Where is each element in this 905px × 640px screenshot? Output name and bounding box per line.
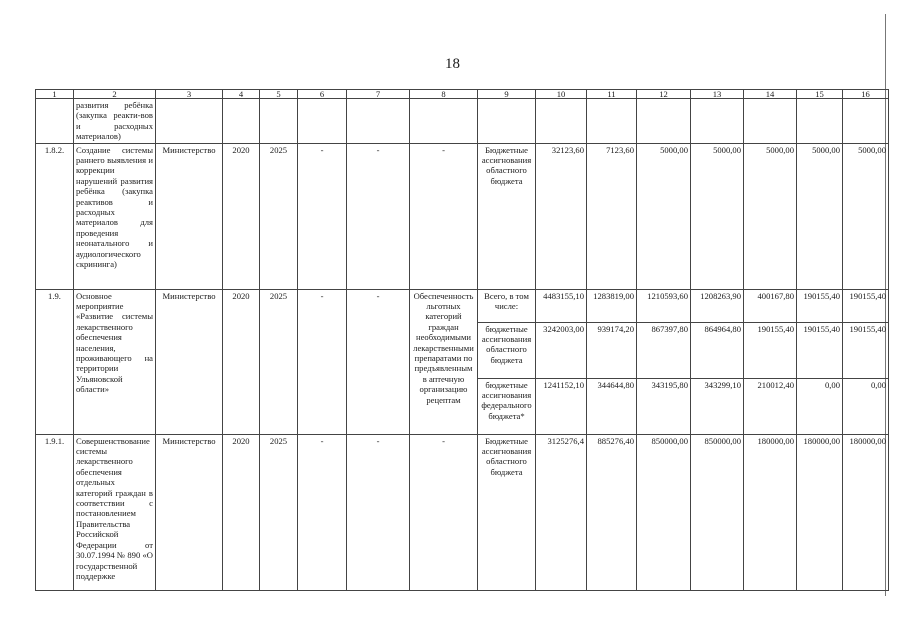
cell-empty <box>797 99 843 144</box>
table-row-continuation <box>36 99 889 144</box>
cell-value: 32123,60 <box>536 143 587 289</box>
cell-value: 210012,40 <box>744 378 797 434</box>
cell-result: Обеспеченность льготных категорий граждан необходимыми лекарственными препаратами по предъявленным в аптечную организацию рецептам <box>410 289 478 434</box>
cell-executor: Министерство <box>156 434 223 590</box>
cell-executor: Министерство <box>156 143 223 289</box>
page-number: 18 <box>445 56 460 72</box>
header-row <box>36 90 889 99</box>
header-cell: 10 <box>536 90 587 99</box>
cell-value: 343195,80 <box>637 378 691 434</box>
header-cell: 5 <box>260 90 298 99</box>
cell-value: 180000,00 <box>744 434 797 590</box>
cell-empty <box>637 99 691 144</box>
header-cell: 16 <box>843 90 889 99</box>
cell-empty <box>347 99 410 144</box>
header-cell: 2 <box>74 90 156 99</box>
cell-value: 850000,00 <box>637 434 691 590</box>
cell-value: 5000,00 <box>637 143 691 289</box>
cell-col7: - <box>347 434 410 590</box>
header-cell: 6 <box>298 90 347 99</box>
cell-value: 0,00 <box>843 378 889 434</box>
cell-empty <box>223 99 260 144</box>
cell-value: 190155,40 <box>797 322 843 378</box>
cell-name: Совершенствование системы лекарственного обеспечения отдельных категорий граждан в соответствии с постановлением Правительства Российской Федерации от 30.07.1994 № 890 «О государственной поддержке <box>74 434 156 590</box>
header-cell: 13 <box>691 90 744 99</box>
header-cell: 15 <box>797 90 843 99</box>
cell-value: 1283819,00 <box>587 289 637 322</box>
cell-source: Бюджетные ассигнования областного бюджета <box>478 434 536 590</box>
cell-value: 885276,40 <box>587 434 637 590</box>
cell-value: 1241152,10 <box>536 378 587 434</box>
cell-empty <box>298 99 347 144</box>
cell-value: 850000,00 <box>691 434 744 590</box>
cell-col8: - <box>410 143 478 289</box>
cell-value: 180000,00 <box>843 434 889 590</box>
cell-value: 5000,00 <box>843 143 889 289</box>
cell-value: 400167,80 <box>744 289 797 322</box>
cell-num: 1.9.1. <box>36 434 74 590</box>
cell-source: Всего, в том числе: <box>478 289 536 322</box>
header-cell: 4 <box>223 90 260 99</box>
cell-value: 5000,00 <box>797 143 843 289</box>
cell-empty <box>587 99 637 144</box>
cell-start-year: 2020 <box>223 434 260 590</box>
cell-end-year: 2025 <box>260 289 298 434</box>
table-row-1-9 <box>36 289 889 322</box>
cell-col7: - <box>347 143 410 289</box>
cell-name: развития ребёнка (закупка реакти-вов и расходных материалов) <box>74 99 156 144</box>
cell-value: 5000,00 <box>691 143 744 289</box>
header-cell: 9 <box>478 90 536 99</box>
cell-value: 3125276,4 <box>536 434 587 590</box>
cell-empty <box>691 99 744 144</box>
cell-value: 4483155,10 <box>536 289 587 322</box>
cell-start-year: 2020 <box>223 143 260 289</box>
table-row-1-8-2 <box>36 143 889 289</box>
cell-source: бюджетные ассигнования областного бюджета <box>478 322 536 378</box>
cell-empty <box>260 99 298 144</box>
cell-end-year: 2025 <box>260 143 298 289</box>
cell-value: 7123,60 <box>587 143 637 289</box>
cell-empty <box>156 99 223 144</box>
cell-value: 3242003,00 <box>536 322 587 378</box>
table-row-1-9-1 <box>36 434 889 590</box>
cell-name: Основное мероприятие «Развитие системы лекарственного обеспечения населения, проживающего на территории Ульяновской области» <box>74 289 156 434</box>
cell-value: 190155,40 <box>744 322 797 378</box>
cell-source: Бюджетные ассигнования областного бюджета <box>478 143 536 289</box>
cell-col7: - <box>347 289 410 434</box>
cell-col6: - <box>298 143 347 289</box>
cell-col6: - <box>298 434 347 590</box>
header-cell: 12 <box>637 90 691 99</box>
cell-value: 939174,20 <box>587 322 637 378</box>
cell-empty <box>744 99 797 144</box>
cell-value: 1210593,60 <box>637 289 691 322</box>
cell-value: 190155,40 <box>843 322 889 378</box>
cell-empty <box>843 99 889 144</box>
cell-value: 867397,80 <box>637 322 691 378</box>
budget-table <box>35 89 889 591</box>
header-cell: 1 <box>36 90 74 99</box>
cell-num: 1.9. <box>36 289 74 434</box>
header-cell: 11 <box>587 90 637 99</box>
cell-empty <box>410 99 478 144</box>
header-cell: 3 <box>156 90 223 99</box>
cell-col6: - <box>298 289 347 434</box>
cell-value: 5000,00 <box>744 143 797 289</box>
cell-value: 190155,40 <box>797 289 843 322</box>
cell-start-year: 2020 <box>223 289 260 434</box>
cell-value: 1208263,90 <box>691 289 744 322</box>
cell-value: 0,00 <box>797 378 843 434</box>
header-cell: 7 <box>347 90 410 99</box>
cell-value: 180000,00 <box>797 434 843 590</box>
cell-executor: Министерство <box>156 289 223 434</box>
header-cell: 8 <box>410 90 478 99</box>
cell-value: 864964,80 <box>691 322 744 378</box>
cell-value: 344644,80 <box>587 378 637 434</box>
cell-source: бюджетные ассигнования федерального бюджета* <box>478 378 536 434</box>
cell-num: 1.8.2. <box>36 143 74 289</box>
cell-value: 190155,40 <box>843 289 889 322</box>
cell-empty <box>36 99 74 144</box>
cell-col8: - <box>410 434 478 590</box>
cell-value: 343299,10 <box>691 378 744 434</box>
cell-end-year: 2025 <box>260 434 298 590</box>
cell-name: Создание системы раннего выявления и коррекции нарушений развития ребёнка (закупка реактивов и расходных материалов для проведения неонатального и аудиологического скрининга) <box>74 143 156 289</box>
header-cell: 14 <box>744 90 797 99</box>
cell-empty <box>478 99 536 144</box>
cell-empty <box>536 99 587 144</box>
